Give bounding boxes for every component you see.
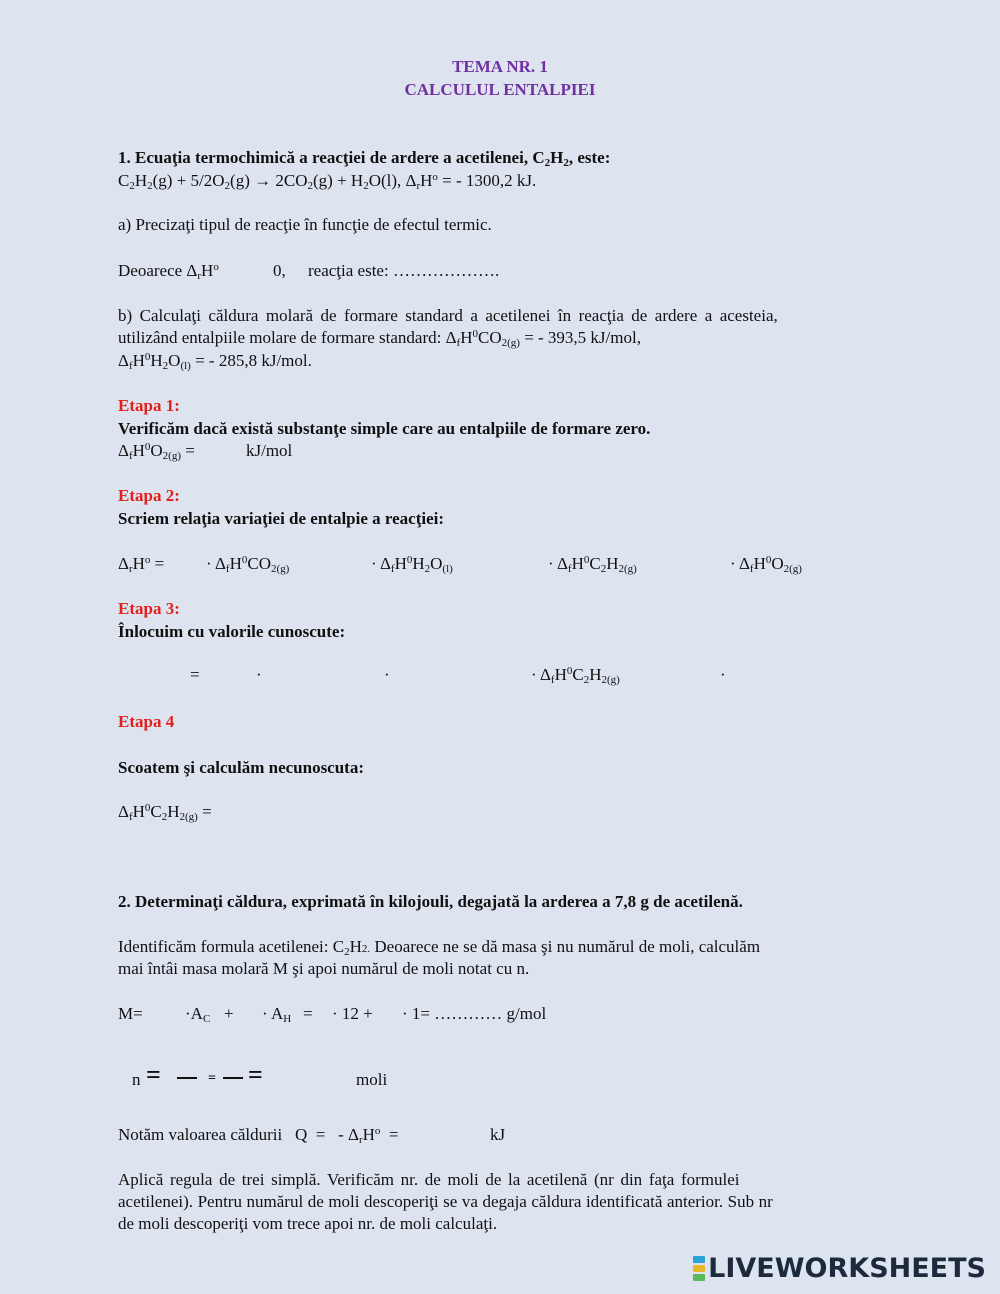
q2-q-unit: kJ: [490, 1125, 506, 1144]
q2-n-fraction-bar-2: [223, 1077, 243, 1079]
q2-heading: 2. Determinaţi căldura, exprimată în kilojouli, degajată la arderea a 7,8 g de acetilenă.: [118, 892, 743, 911]
q2-last-line1: Aplică regula de trei simplă. Verificăm nr. de moli de la acetilenă (nr din faţa formulei: [118, 1170, 740, 1189]
q2-m-plus: +: [224, 1004, 234, 1023]
q2-m-ah: · $A_H$: [262, 1004, 292, 1025]
etapa1-text: Verificăm dacă există substanţe simple care au entalpiile de formare zero.: [118, 419, 651, 438]
q2-p1-line2: mai întâi masa molară M şi apoi numărul de moli notat cu n.: [118, 959, 530, 978]
q2-m-label: M=: [118, 1004, 143, 1023]
q1-a-answer-zero: 0,: [273, 261, 286, 280]
etapa4-label: Etapa 4: [118, 712, 175, 731]
etapa3-term-c2h2: · $\Delta_fH^0C_2H_{2(g)}$: [531, 665, 620, 686]
etapa3-text: Înlocuim cu valorile cunoscute:: [118, 622, 346, 641]
etapa2-term-o2: · $\Delta_fH^0O_{2(g)}$: [730, 554, 802, 575]
q1-heading: 1. Ecuaţia termochimică a reacţiei de ardere a acetilenei, $C_2H_2$, este:: [118, 148, 611, 169]
q2-m-12: · 12 +: [332, 1004, 373, 1023]
q2-m-ac: $\cdot A_C$: [185, 1004, 211, 1025]
etapa3-dot-4: ·: [720, 665, 726, 684]
etapa2-label: Etapa 2:: [118, 486, 180, 505]
q2-n-label: n: [132, 1070, 141, 1089]
liveworksheets-brand: LIVEWORKSHEETS: [708, 1253, 986, 1284]
etapa4-text: Scoatem şi calculăm necunoscuta:: [118, 758, 365, 777]
etapa1-label: Etapa 1:: [118, 396, 180, 415]
etapa4-formula: $\Delta_fH^0C_2H_{2(g)}$ =: [118, 802, 212, 823]
etapa2-term-co2: · $\Delta_fH^0CO_{2(g)}$: [206, 554, 290, 575]
page-subtitle: CALCULUL ENTALPIEI: [404, 80, 596, 99]
etapa2-term-c2h2: · $\Delta_fH^0C_2H_{2(g)}$: [548, 554, 637, 575]
page-title: TEMA NR. 1: [452, 57, 548, 76]
q1-a-question: a) Precizaţi tipul de reacţie în funcţie de efectul termic.: [118, 215, 492, 234]
q2-n-unit: moli: [356, 1070, 388, 1089]
q2-p1-line1: Identificăm formula acetilenei: $C_2H2$. Deoarece ne se dă masa şi nu numărul de moli, calculăm: [118, 937, 761, 958]
q2-last-line2: acetilenei). Pentru numărul de moli descoperiţi se va degaja căldura identificată anterior. Sub nr: [118, 1192, 773, 1211]
q1-a-answer-suffix: reacţia este: ……………….: [308, 261, 500, 280]
q2-q-line: Notăm valoarea căldurii Q = - $\Delta_rH^o$ =: [118, 1125, 399, 1146]
q1-b-line2: utilizând entalpiile molare de formare standard: $\Delta_fH^0CO_{2(g)}$ = - 393,5 kJ/mol,: [118, 328, 641, 349]
q2-m-eq: =: [303, 1004, 313, 1023]
etapa2-lhs: $\Delta_rH^o$ =: [118, 554, 165, 575]
q2-n-equals-3: =: [248, 1060, 263, 1089]
q1-equation: $C_2H_2(g) + 5/2O_2(g) \to 2CO_2(g) + H_2O(l)$, $\Delta_rH^o$ = - 1300,2 kJ.: [118, 171, 537, 192]
etapa3-label: Etapa 3:: [118, 599, 180, 618]
q2-n-fraction-bar-1: [177, 1077, 197, 1079]
etapa3-dot-2: ·: [384, 665, 390, 684]
etapa1-unit: kJ/mol: [246, 441, 293, 460]
q1-a-answer-prefix: Deoarece $\Delta_rH^o$: [118, 261, 219, 282]
etapa3-dot-1: ·: [256, 665, 262, 684]
etapa2-text: Scriem relaţia variaţiei de entalpie a reacţiei:: [118, 509, 445, 528]
q1-b-line3: $\Delta_fH^0H_2O_{(l)}$ = - 285,8 kJ/mol.: [118, 351, 312, 372]
liveworksheets-logo[interactable]: [693, 1253, 986, 1284]
q2-last-line3: de moli descoperiţi vom trece apoi nr. de moli calculaţi.: [118, 1214, 498, 1233]
q2-n-equals-1: =: [146, 1060, 161, 1089]
etapa2-term-h2o: · $\Delta_fH^0H_2O_{(l)}$: [371, 554, 453, 575]
q1-b-line1: b) Calculaţi căldura molară de formare standard a acetilenei în reacţia de ardere a acesteia,: [118, 306, 778, 325]
q2-m-1: · 1= ………… g/mol: [402, 1004, 547, 1023]
etapa3-equals: =: [190, 665, 200, 684]
q2-n-equals-2: =: [208, 1071, 216, 1086]
liveworksheets-logo-icon: [693, 1255, 705, 1282]
etapa1-formula: $\Delta_fH^0O_{2(g)}$ =: [118, 441, 195, 462]
